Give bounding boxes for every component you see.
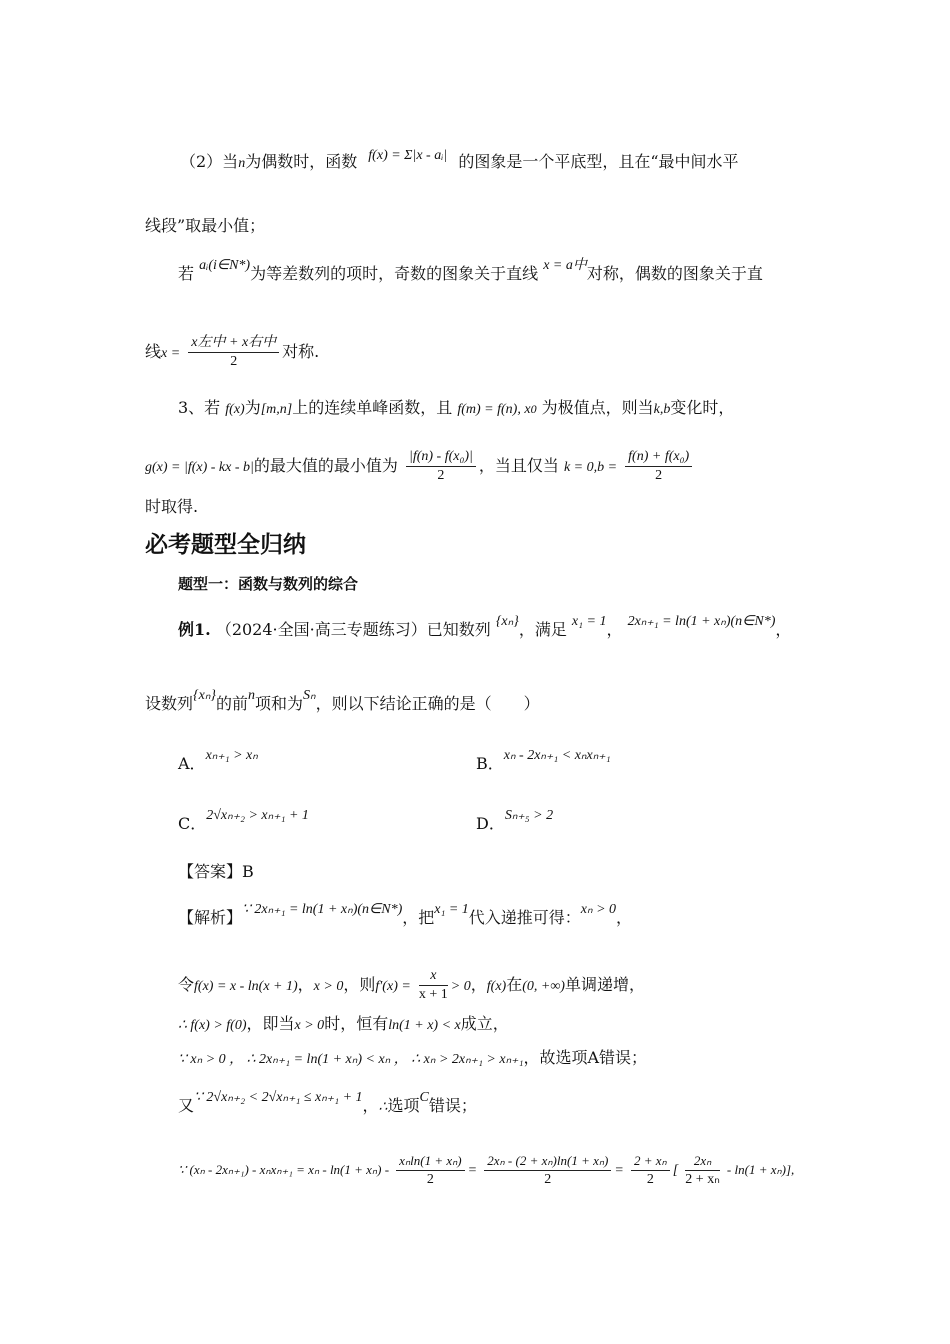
option-a[interactable] (178, 748, 258, 776)
text: 线 (145, 342, 162, 361)
text: 的最大值的最小值为 (253, 456, 398, 475)
text: ，则 (343, 975, 376, 994)
item2-cont (145, 216, 265, 236)
text: ， (362, 1096, 379, 1115)
math: f(x) (225, 402, 245, 417)
math: f(x) = x - ln(x + 1) (194, 979, 298, 994)
option-label: B． (476, 754, 504, 773)
text: 线段”取最小值； (145, 216, 266, 235)
math: ∵ 2xₙ₊₁ = ln(1 + xₙ)(n∈N*) (242, 902, 403, 917)
subsection-title: 题型一：函数与数列的综合 (178, 575, 359, 593)
fraction (406, 448, 476, 485)
math-x-a: x = a中 (543, 258, 587, 273)
text: ， (297, 975, 314, 994)
math: ∴ f(x) > f(0) (178, 1018, 247, 1033)
math: f(x) (486, 979, 507, 994)
fraction (625, 448, 692, 485)
denominator: 2 + xₙ (685, 1172, 720, 1187)
section-title: 必考题型全归纳 (145, 532, 306, 558)
text: （2）当 (180, 152, 239, 171)
text: ，当且仅当 (478, 456, 559, 475)
answer-line (178, 862, 254, 882)
option-label: C． (178, 814, 207, 833)
text: 为极值点，则当 (541, 398, 654, 417)
text: 令 (178, 975, 195, 994)
text: 若 (178, 264, 195, 283)
text: 错误； (428, 1096, 477, 1115)
text: 的前 (216, 694, 249, 713)
analysis-line1 (178, 902, 633, 930)
math: x₁ = 1 (434, 902, 469, 917)
math: (0, +∞) (522, 979, 565, 994)
text: 单调递增， (564, 975, 645, 994)
denominator: 2 (230, 354, 238, 369)
text: ，则以下结论正确的是（ ） (315, 694, 540, 713)
denominator: 2 (437, 468, 445, 483)
text: 为等差数列的项时，奇数的图象关于直线 (250, 264, 539, 283)
text: 为偶数时，函数 (245, 152, 358, 171)
math-ai: aᵢ(i∈N*) (199, 258, 251, 273)
sym-line (145, 334, 319, 371)
math-sub: 0 (530, 402, 537, 416)
text: ，即当 (246, 1014, 295, 1033)
math: n (248, 688, 256, 703)
math: 2xₙ₊₁ = ln(1 + xₙ)(n∈N*) (627, 614, 776, 629)
math: g(x) = |f(x) - kx - b| (145, 460, 254, 475)
text: 的图象是一个平底型，且在“最中间水平 (458, 152, 739, 171)
text: 代入递推可得： (468, 908, 581, 927)
text: 设数列 (145, 694, 194, 713)
text: ， (775, 620, 792, 639)
text: 对称. (282, 342, 320, 361)
text: 对称，偶数的图象关于直 (586, 264, 763, 283)
text: 选项 (387, 1096, 420, 1115)
text: ， (606, 620, 623, 639)
item2-line (180, 148, 739, 174)
text: 成立， (460, 1014, 509, 1033)
answer-value: B (242, 862, 254, 881)
option-label: A． (178, 754, 206, 773)
numerator: f(n) + f(x₀) (625, 448, 692, 467)
text: ， (470, 975, 487, 994)
example-label: 例1. (178, 620, 211, 639)
math: ∵ 2√xₙ₊₂ < 2√xₙ₊₁ ≤ xₙ₊₁ + 1 (194, 1090, 363, 1105)
math: = (614, 1163, 624, 1178)
math: k = 0,b = (563, 460, 618, 475)
option-formula: xₙ - 2xₙ₊₁ < xₙxₙ₊₁ (503, 748, 611, 763)
numerator: x (419, 967, 448, 986)
text: 时，恒有 (324, 1014, 389, 1033)
ai-line (178, 258, 763, 286)
analysis-line4 (178, 1048, 647, 1070)
text: 又 (178, 1096, 195, 1115)
fraction (419, 967, 448, 1004)
math: x > 0 (294, 1018, 325, 1033)
numerator: xₙln(1 + xₙ) (396, 1152, 464, 1171)
analysis-line6 (178, 1152, 794, 1189)
option-formula: 2√xₙ₊₂ > xₙ₊₁ + 1 (206, 808, 309, 823)
denominator: 2 (544, 1172, 552, 1187)
math: - ln(1 + xₙ)], (726, 1162, 795, 1177)
math: {xₙ} (193, 688, 217, 703)
math: ∴ (378, 1100, 388, 1115)
fraction (685, 1152, 719, 1189)
text: 项和为 (255, 694, 304, 713)
numerator: 2xₙ - (2 + xₙ)ln(1 + xₙ) (484, 1152, 611, 1171)
text: 3、若 (178, 398, 221, 417)
fraction (484, 1152, 611, 1189)
text: （2024·全国·高三专题练习）已知数列 (215, 620, 491, 639)
text: 上的连续单峰函数，且 (292, 398, 453, 417)
denominator: 2 (426, 1172, 434, 1187)
math: [m,n] (260, 402, 293, 417)
item3-line1 (178, 398, 734, 420)
math-n: n (238, 156, 246, 171)
analysis-line3 (178, 1014, 509, 1036)
math: xₙ > 0 (580, 902, 617, 917)
option-formula: xₙ₊₁ > xₙ (205, 748, 258, 763)
text: ，故选项A错误； (523, 1048, 647, 1067)
denominator: 2 (655, 468, 663, 483)
numerator: 2 + xₙ (631, 1152, 670, 1171)
text: 在 (506, 975, 523, 994)
analysis-line2 (178, 967, 645, 1004)
example-line2 (145, 688, 540, 716)
item3-line3 (145, 497, 198, 517)
text: 为 (244, 398, 261, 417)
numerator: x左中 + x右中 (188, 334, 279, 353)
fraction (396, 1152, 464, 1189)
math: x₁ = 1 (571, 614, 607, 629)
math: k,b (653, 402, 671, 417)
option-c[interactable] (178, 808, 309, 836)
math: f′(x) = (375, 979, 411, 994)
math: = (467, 1163, 478, 1178)
answer-label: 【答案】 (178, 862, 243, 881)
math: ∵ xₙ > 0 ， ∴ 2xₙ₊₁ = ln(1 + xₙ) < xₙ ， ∴ xₙ > 2xₙ₊₁ > xₙ₊₁ (178, 1052, 524, 1067)
text: 时取得. (145, 497, 199, 516)
option-label: D． (476, 814, 505, 833)
text: 变化时， (670, 398, 735, 417)
math: [ (672, 1163, 679, 1178)
math: ln(1 + x) < x (388, 1018, 461, 1033)
math: f(m) = f(n), x (457, 402, 531, 417)
math: x > 0 (313, 979, 344, 994)
text: ，把 (402, 908, 435, 927)
analysis-line5 (178, 1090, 477, 1118)
analysis-label: 【解析】 (178, 908, 243, 927)
numerator: |f(n) - f(x₀)| (406, 448, 476, 467)
denominator: 2 (646, 1172, 654, 1187)
option-formula: Sₙ₊₅ > 2 (504, 808, 554, 823)
denominator: x + 1 (418, 987, 448, 1002)
math: Sₙ (303, 688, 316, 703)
math: x = (161, 346, 181, 361)
numerator: 2xₙ (685, 1152, 719, 1171)
example-line1 (178, 614, 792, 642)
option-d[interactable] (476, 808, 554, 836)
fraction (631, 1152, 670, 1189)
formula-sum (368, 148, 447, 163)
math: ∵ (xₙ - 2xₙ₊₁) - xₙxₙ₊₁ = xₙ - ln(1 + xₙ) - (178, 1162, 390, 1177)
option-b[interactable] (476, 748, 611, 776)
item3-line2 (145, 448, 695, 485)
text: ，满足 (518, 620, 567, 639)
math: C (419, 1090, 429, 1105)
math: {xₙ} (495, 614, 519, 629)
sum-formula: f(x) = Σ|x - aᵢ| (368, 148, 448, 163)
text: ， (616, 908, 633, 927)
fraction (188, 334, 279, 371)
math: > 0 (450, 979, 471, 994)
